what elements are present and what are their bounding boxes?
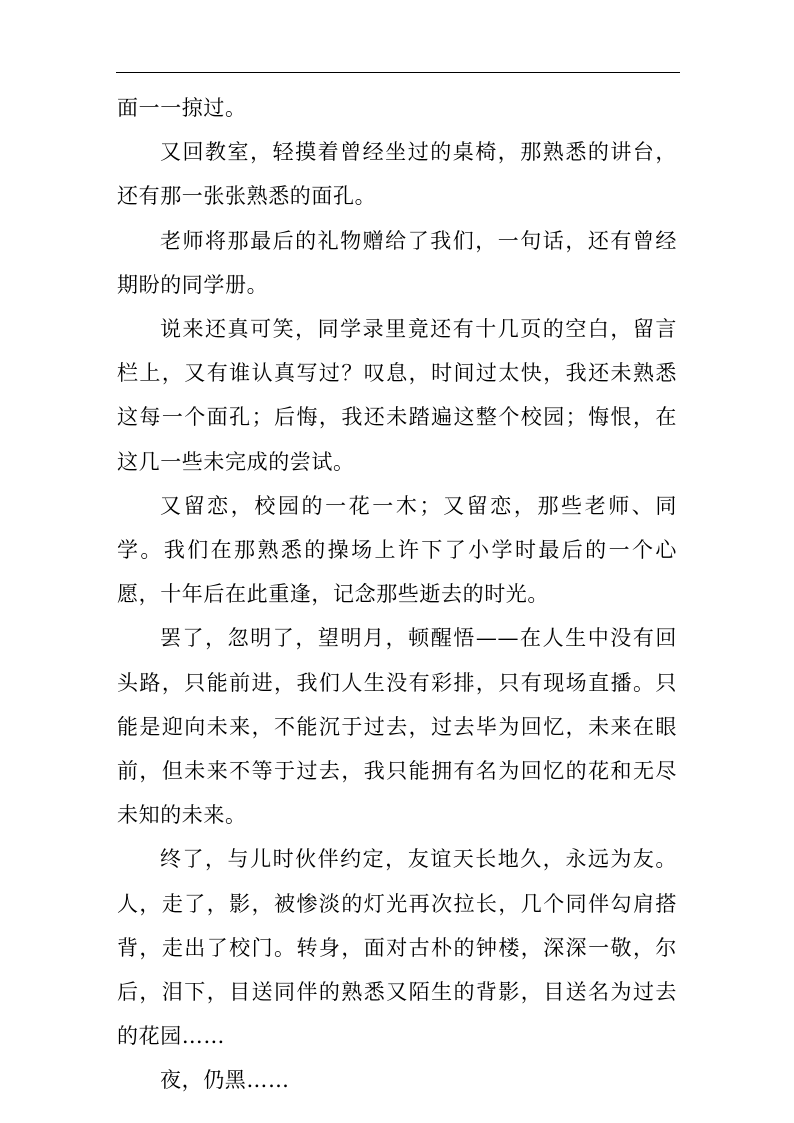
paragraph-7: 终了，与儿时伙伴约定，友谊天长地久，永远为友。人，走了，影，被惨淡的灯光再次拉长，几个同伴勾肩搭背，走出了校门。转身，面对古朴的钟楼，深深一敬，尔后，泪下，目送同伴的熟悉又陌生的背影，目送名为过去的花园……: [117, 847, 677, 1049]
paragraph-1: 面一一掠过。: [117, 96, 247, 120]
paragraph-5: 又留恋，校园的一花一木；又留恋，那些老师、同学。我们在那熟悉的操场上许下了小学时最后的一个心愿，十年后在此重逢，记念那些逝去的时光。: [117, 493, 677, 607]
paragraph-8: 夜，仍黑……: [160, 1068, 290, 1093]
body-text: [117, 86, 677, 1103]
paragraph-6: 罢了，忽明了，望明月，顿醒悟——在人生中没有回头路，只能前进，我们人生没有彩排，只有现场直播。只能是迎向未来，不能沉于过去，过去毕为回忆，未来在眼前，但未来不等于过去，我只能拥有名为回忆的花和无尽未知的未来。: [117, 626, 677, 828]
paragraph-3: 老师将那最后的礼物赠给了我们，一句话，还有曾经期盼的同学册。: [117, 228, 677, 297]
header-rule: [116, 72, 680, 73]
paragraph-4: 说来还真可笑，同学录里竟还有十几页的空白，留言栏上，又有谁认真写过？叹息，时间过太快，我还未熟悉这每一个面孔；后悔，我还未踏遍这整个校园；悔恨，在这几一些未完成的尝试。: [117, 317, 677, 474]
paragraph-2: 又回教室，轻摸着曾经坐过的桌椅，那熟悉的讲台，还有那一张张熟悉的面孔。: [117, 140, 677, 209]
